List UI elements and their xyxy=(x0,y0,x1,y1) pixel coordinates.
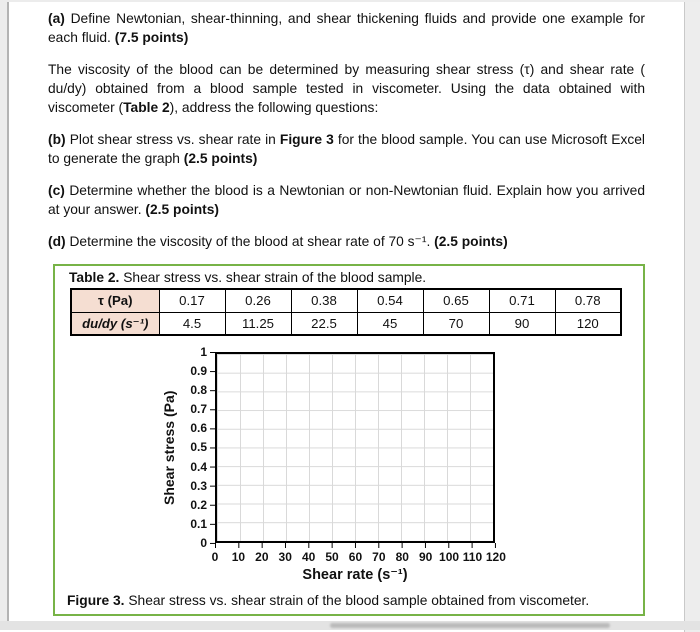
row-header-tau: τ (Pa) xyxy=(71,289,159,312)
question-b-figure-ref: Figure 3 xyxy=(279,132,334,147)
tau-value: 0.65 xyxy=(423,289,489,312)
intro-text-pre: The viscosity of the blood can be determined by measuring shear stress (τ) and shear rate ( du/dy) obtained from a blood sample tested in viscometer. Using the data obtained with viscometer ( xyxy=(48,62,645,115)
bottom-shadow xyxy=(330,623,610,628)
question-d-label: (d) xyxy=(48,234,66,249)
dudy-value: 11.25 xyxy=(225,312,291,335)
question-d-points: (2.5 points) xyxy=(434,234,508,249)
question-b-label: (b) xyxy=(48,132,66,147)
dudy-value: 45 xyxy=(357,312,423,335)
x-axis-title: Shear rate (s⁻¹) xyxy=(302,567,408,583)
dudy-value: 70 xyxy=(423,312,489,335)
tau-value: 0.38 xyxy=(291,289,357,312)
plot-area xyxy=(215,352,495,543)
question-c xyxy=(48,181,645,219)
table-row-shear-stress xyxy=(71,289,621,312)
question-a xyxy=(48,9,645,47)
page-right-edge xyxy=(684,2,700,632)
y-axis-title: Shear stress (Pa) xyxy=(161,390,177,505)
shear-data-table xyxy=(70,288,622,336)
dudy-value: 4.5 xyxy=(159,312,225,335)
intro-table-ref: Table 2 xyxy=(123,100,170,115)
dudy-value: 90 xyxy=(489,312,555,335)
page-left-edge xyxy=(0,2,9,622)
intro-paragraph xyxy=(48,60,645,117)
table-caption xyxy=(69,270,643,285)
question-a-text: Define Newtonian, shear-thinning, and shear thickening fluids and provide one example for each fluid. xyxy=(48,11,645,45)
table-row-shear-rate xyxy=(71,312,621,335)
tau-value: 0.26 xyxy=(225,289,291,312)
question-c-label: (c) xyxy=(48,183,65,198)
tau-value: 0.78 xyxy=(555,289,621,312)
y-axis-tick-labels: 1 0.9 0.8 0.7 0.6 0.5 0.4 0.3 0.2 0.1 0 xyxy=(190,345,207,550)
question-b-points: (2.5 points) xyxy=(183,151,258,166)
figure-caption-text: Shear stress vs. shear strain of the blood sample obtained from viscometer. xyxy=(124,593,590,608)
figure-box xyxy=(53,264,645,616)
x-axis-tick-labels: 0 10 20 30 40 50 60 70 80 90 100 110 120 xyxy=(211,550,506,564)
tau-value: 0.54 xyxy=(357,289,423,312)
question-b-text-1: Plot shear stress vs. shear rate in xyxy=(65,132,280,147)
tau-value: 0.17 xyxy=(159,289,225,312)
question-d xyxy=(48,232,645,251)
table-caption-label: Table 2. xyxy=(69,270,120,285)
question-a-points: (7.5 points) xyxy=(114,30,189,45)
question-b-text-2: for the blood sample. You can use Microsoft Excel to generate the graph xyxy=(48,132,645,166)
row-header-dudy: du/dy (s⁻¹) xyxy=(71,312,159,335)
question-text-block xyxy=(48,9,645,264)
x-axis-tick-marks xyxy=(215,543,496,548)
question-c-points: (2.5 points) xyxy=(145,202,219,217)
intro-text-post: ), address the following questions: xyxy=(169,100,379,115)
question-c-text: Determine whether the blood is a Newtonian or non-Newtonian fluid. Explain how you arrived at your answer. xyxy=(48,183,645,217)
dudy-value: 120 xyxy=(555,312,621,335)
table-caption-text: Shear stress vs. shear strain of the blood sample. xyxy=(119,270,427,285)
dudy-value: 22.5 xyxy=(291,312,357,335)
figure-caption xyxy=(67,593,632,608)
question-d-text: Determine the viscosity of the blood at shear rate of 70 s⁻¹. xyxy=(65,234,435,249)
tau-value: 0.71 xyxy=(489,289,555,312)
question-a-label: (a) xyxy=(48,11,65,26)
figure-caption-label: Figure 3. xyxy=(67,593,125,608)
question-b xyxy=(48,130,645,168)
